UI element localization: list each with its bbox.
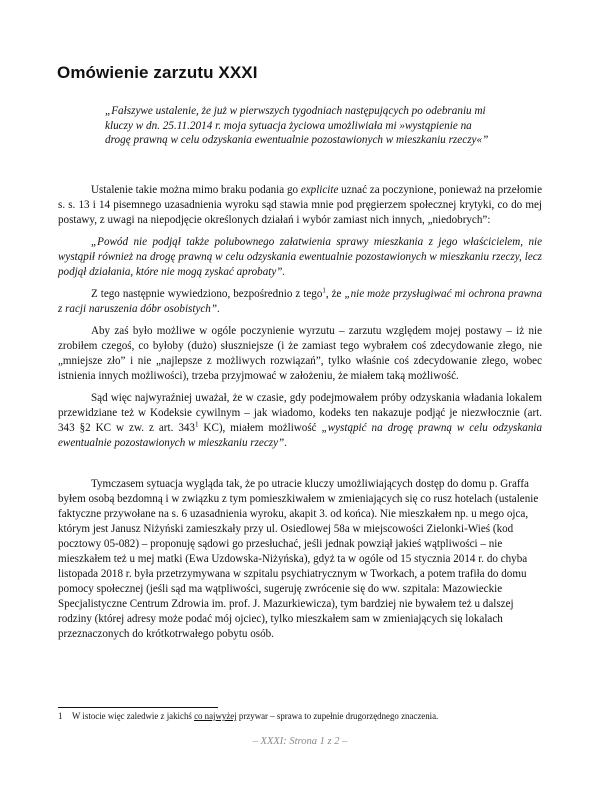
article-superscript: 1 (194, 420, 199, 429)
paragraph-2-text-b: , że (325, 288, 345, 300)
footnote-number: 1 (58, 711, 63, 721)
page-title: Omówienie zarzutu XXXI (57, 63, 258, 82)
paragraph-2-text-a: Z tego następnie wywiedziono, bezpośrednio z tego (91, 288, 323, 300)
footnote-underlined: co najwyżej (194, 711, 237, 721)
page-number-footer: – XXXI: Strona 1 z 2 – (252, 736, 348, 747)
paragraph-2-quote: „nie może przysługiwać mi ochrona prawna z racji naruszenia dóbr osobistych” (58, 288, 543, 315)
footnote (58, 711, 542, 722)
epigraph-quote: „Fałszywe ustalenie, że już w pierwszych tygodniach następujących po odebraniu mi kluczy w dn. 25.11.2014 r. moja sytuacja życiowa umożliwiała mi »wystąpienie na drogę prawną w celu odzyskania ewentualnie pozostawionych w mieszkaniu rzeczy«” (105, 105, 489, 147)
paragraph-1-text-c: uznać za poczynione, ponieważ na przełomie s. s. 13 i 14 pisemnego uzasadnienia wyroku sąd stawia mnie pod pręgierzem społecznej krytyki, co do mej postawy, z uwagi na niepodjęcie określonych działań i wybór zamiast nich innych, „niedobrych”: (58, 184, 542, 226)
document-body (58, 183, 542, 649)
paragraph-3: Aby zaś było możliwe w ogóle poczynienie wyrzutu – zarzutu względem mojej postawy – iż nie zrobiłem czegoś, co byłoby (dużo) słuszniejsze (i że zamiast tego wybrałem coś zdecydowanie złego, nie „mniejsze zło” i nie „najlepsze z możliwych rozwiązań”, tylko właśnie coś zdecydowanie złego, wobec istnienia innych możliwości), trzeba przyjmować w założeniu, że miałem taką możliwość. (58, 325, 542, 382)
paragraph-5: Tymczasem sytuacja wygląda tak, że po utracie kluczy umożliwiających dostęp do domu p. Graffa byłem osobą bezdomną i w związku z tym pomieszkiwałem w zmieniających się co rusz hotelach (ustalenie faktyczne przywołane na s. 6 uzasadnienia wyroku, akapit 3. od końca). Nie mieszkałem np. u mego ojca, którym jest Janusz Niżyński zamieszkały przy ul. Osiedlowej 58a w miejscowości Zielonki-Wieś (kod pocztowy 05-082) – proponuję sądowi go przesłuchać, jeśli jednak powziął jakieś wątpliwości – nie mieszkałem też u mej matki (Ewa Uzdowska-Niżyńska), gdyż ta w ogóle od 15 stycznia 2014 r. do chyba listopada 2018 r. była przetrzymywana w szpitalu psychiatrycznym w Tworkach, a potem trafiła do domu pomocy społecznej (jeśli sąd ma wątpliwości, sugeruję zwrócenie się do ww. szpitala: Mazowieckie Specjalistyczne Centrum Zdrowia im. prof. J. Mazurkiewicza), tym bardziej nie bywałem też u dalszej rodziny (której adresy może podać mój ojciec), tylko mieszkałem sam w zmieniających się lokalach przeznaczonych do krótkotrwałego pobytu osób. (58, 478, 539, 640)
paragraph-4-text-a: Sąd więc najwyraźniej uważał, że w czasie, gdy podejmowałem próby odzyskania władania lokalem przewidziane też w Kodeksie cywilnym – jak wiadomo, kodeks ten nakazuje podjąć je niezwłocznie (art. 343 §2 KC w zw. z art. 343 (58, 392, 542, 434)
paragraph-1-emphasis: explicite (300, 184, 339, 196)
footnote-text-a: W istocie więc zaledwie z jakichś (72, 711, 195, 721)
paragraph-4-quote: „wystąpić na drogę prawną w celu odzyskania ewentualnie pozostawionych w mieszkaniu rzeczy” (58, 422, 543, 449)
paragraph-2-text-d: . (217, 303, 220, 315)
footnote-text-c: przywar – sprawa to zupełnie drugorzędnego znaczenia. (236, 711, 439, 721)
paragraph-1 (58, 183, 542, 228)
footnote-ref[interactable]: 1 (322, 286, 326, 295)
paragraph-2 (58, 287, 542, 317)
paragraph-4-text-b: KC), miałem możliwość (198, 422, 322, 434)
paragraph-1-text-a: Ustalenie takie można mimo braku podania go (91, 184, 301, 196)
paragraph-4-text-d: . (284, 437, 287, 449)
footnote-divider (58, 707, 218, 708)
paragraph-4 (58, 391, 542, 451)
court-quote: „Powód nie podjął także polubownego załatwienia sprawy mieszkania z jego właścicielem, nie wystąpił również na drogę prawną w celu odzyskania ewentualnie pozostawionych w mieszkaniu rzeczy, lecz podjął działania, które nie mogą zyskać aprobaty”. (58, 236, 542, 278)
